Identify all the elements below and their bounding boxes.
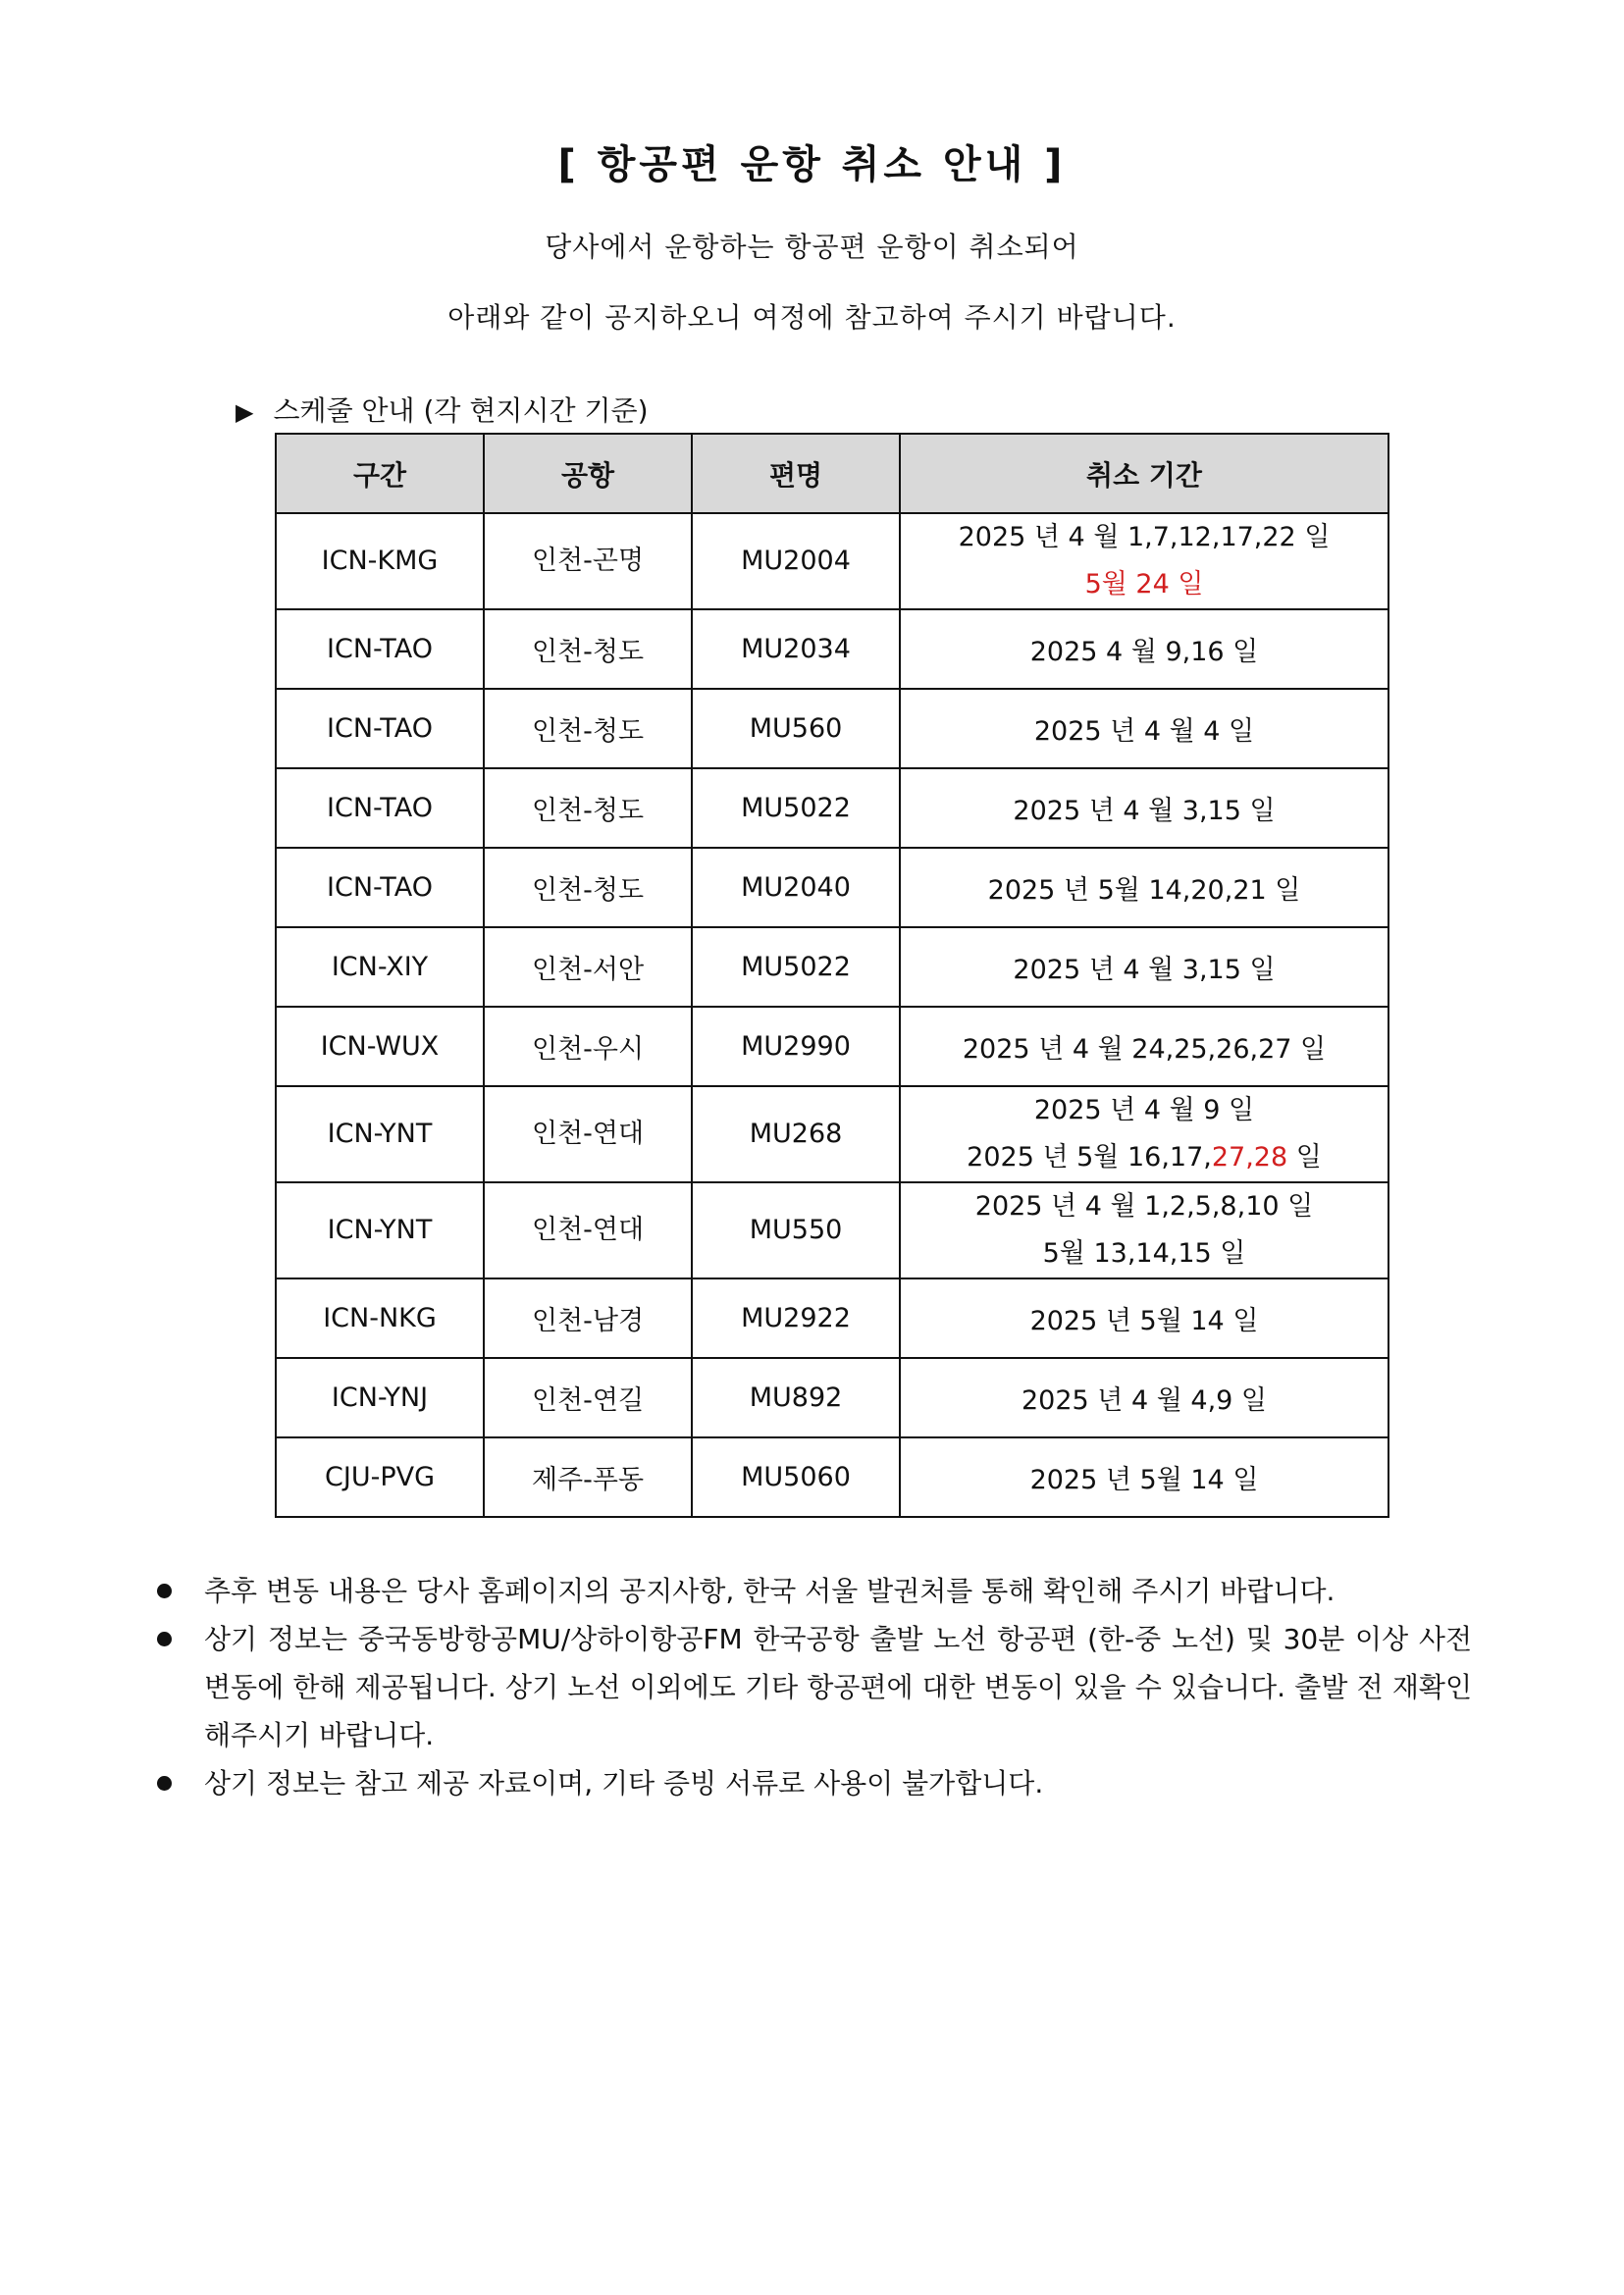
airport-cell: 인천-청도 <box>484 689 692 768</box>
period-highlight: 27,28 <box>1211 1142 1288 1173</box>
period-cell: 2025 년 4 월 3,15 일 <box>900 927 1388 1007</box>
airport-cell: 인천-연대 <box>484 1182 692 1278</box>
period-cell: 2025 4 월 9,16 일 <box>900 609 1388 689</box>
flight-cell: MU2040 <box>692 848 900 927</box>
airport-cell: 인천-청도 <box>484 768 692 848</box>
header-airport: 공항 <box>484 434 692 513</box>
flight-cell: MU5022 <box>692 768 900 848</box>
route-cell: ICN-YNT <box>276 1086 484 1182</box>
airport-cell: 인천-곤명 <box>484 513 692 609</box>
header-flight: 편명 <box>692 434 900 513</box>
airport-cell: 인천-남경 <box>484 1278 692 1358</box>
airport-cell: 인천-청도 <box>484 609 692 689</box>
period-cell: 2025 년 4 월 24,25,26,27 일 <box>900 1007 1388 1086</box>
flight-cell: MU268 <box>692 1086 900 1182</box>
triangle-right-icon: ▶ <box>236 398 254 426</box>
airport-cell: 제주-푸동 <box>484 1437 692 1517</box>
table-row <box>276 768 1388 848</box>
flight-cell: MU2990 <box>692 1007 900 1086</box>
period-line-2-highlight: 5월 24 일 <box>1084 569 1204 600</box>
note-text: 추후 변동 내용은 당사 홈페이지의 공지사항, 한국 서울 발권처를 통해 확인해 주시기 바랍니다. <box>204 1575 1336 1607</box>
intro-line-2: 아래와 같이 공지하오니 여정에 참고하여 주시기 바랍니다. <box>447 301 1177 334</box>
period-cell <box>900 1086 1388 1182</box>
intro-line-1: 당사에서 운항하는 항공편 운항이 취소되어 <box>545 231 1079 263</box>
period-cell: 2025 년 4 월 3,15 일 <box>900 768 1388 848</box>
flight-cell: MU560 <box>692 689 900 768</box>
flight-cell: MU550 <box>692 1182 900 1278</box>
table-row <box>276 609 1388 689</box>
period-line-2-end: 일 <box>1287 1142 1322 1173</box>
note-item <box>157 1615 1472 1759</box>
period-cell: 2025 년 5월 14,20,21 일 <box>900 848 1388 927</box>
table-row <box>276 1278 1388 1358</box>
route-cell: ICN-XIY <box>276 927 484 1007</box>
schedule-heading <box>236 390 649 429</box>
route-cell: ICN-KMG <box>276 513 484 609</box>
cancellation-table <box>275 433 1389 1518</box>
period-cell <box>900 1182 1388 1278</box>
airport-cell: 인천-연대 <box>484 1086 692 1182</box>
airport-cell: 인천-청도 <box>484 848 692 927</box>
route-cell: ICN-YNT <box>276 1182 484 1278</box>
flight-cell: MU2034 <box>692 609 900 689</box>
bullet-icon <box>157 1632 172 1646</box>
route-cell: ICN-YNJ <box>276 1358 484 1437</box>
period-line-2: 5월 13,14,15 일 <box>1042 1238 1246 1269</box>
table-row <box>276 1007 1388 1086</box>
bullet-icon <box>157 1776 172 1791</box>
table-row <box>276 513 1388 609</box>
table-header-row <box>276 434 1388 513</box>
period-cell: 2025 년 5월 14 일 <box>900 1278 1388 1358</box>
route-cell: ICN-TAO <box>276 609 484 689</box>
header-route: 구간 <box>276 434 484 513</box>
airport-cell: 인천-연길 <box>484 1358 692 1437</box>
airport-cell: 인천-우시 <box>484 1007 692 1086</box>
schedule-heading-text: 스케줄 안내 (각 현지시간 기준) <box>273 394 649 427</box>
flight-cell: MU5022 <box>692 927 900 1007</box>
table-row <box>276 848 1388 927</box>
note-item <box>157 1567 1472 1615</box>
period-line-2-start: 2025 년 5월 16,17, <box>967 1142 1212 1173</box>
header-period: 취소 기간 <box>900 434 1388 513</box>
flight-cell: MU892 <box>692 1358 900 1437</box>
airport-cell: 인천-서안 <box>484 927 692 1007</box>
period-cell: 2025 년 4 월 4 일 <box>900 689 1388 768</box>
period-cell: 2025 년 4 월 4,9 일 <box>900 1358 1388 1437</box>
flight-cell: MU2004 <box>692 513 900 609</box>
route-cell: ICN-NKG <box>276 1278 484 1358</box>
period-line-1: 2025 년 4 월 9 일 <box>1033 1095 1255 1125</box>
notes-list <box>157 1567 1472 1807</box>
route-cell: ICN-WUX <box>276 1007 484 1086</box>
route-cell: ICN-TAO <box>276 848 484 927</box>
route-cell: ICN-TAO <box>276 768 484 848</box>
period-cell: 2025 년 5월 14 일 <box>900 1437 1388 1517</box>
table-row <box>276 1437 1388 1517</box>
table-row <box>276 1086 1388 1182</box>
route-cell: CJU-PVG <box>276 1437 484 1517</box>
note-text: 상기 정보는 중국동방항공MU/상하이항공FM 한국공항 출발 노선 항공편 (한-중 노선) 및 30분 이상 사전 변동에 한해 제공됩니다. 상기 노선 이외에도 기타 항공편에 대한 변동이 있을 수 있습니다. 출발 전 재확인 해주시기 바랍니다. <box>204 1623 1472 1751</box>
note-text: 상기 정보는 참고 제공 자료이며, 기타 증빙 서류로 사용이 불가합니다. <box>204 1767 1044 1799</box>
period-cell <box>900 513 1388 609</box>
note-item <box>157 1759 1472 1807</box>
period-line-1: 2025 년 4 월 1,2,5,8,10 일 <box>974 1191 1314 1222</box>
bullet-icon <box>157 1584 172 1598</box>
period-line-1: 2025 년 4 월 1,7,12,17,22 일 <box>958 522 1331 552</box>
notice-title: [ 항공편 운항 취소 안내 ] <box>557 142 1067 187</box>
table-row <box>276 1358 1388 1437</box>
table-row <box>276 689 1388 768</box>
table-row <box>276 1182 1388 1278</box>
route-cell: ICN-TAO <box>276 689 484 768</box>
period-line-2 <box>901 1134 1388 1181</box>
flight-cell: MU2922 <box>692 1278 900 1358</box>
flight-cell: MU5060 <box>692 1437 900 1517</box>
table-row <box>276 927 1388 1007</box>
